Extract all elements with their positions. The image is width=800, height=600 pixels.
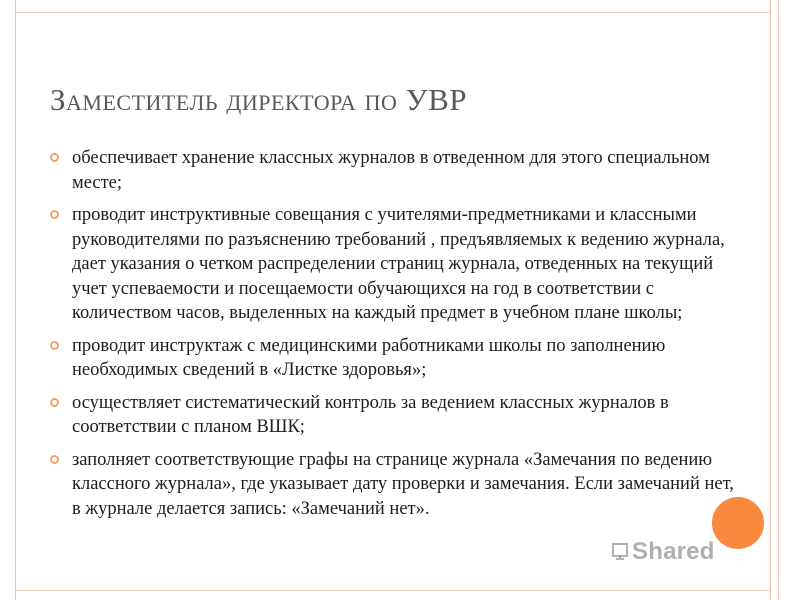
bullet-item bbox=[50, 146, 740, 195]
bullet-item bbox=[50, 391, 740, 440]
bullet-text: осуществляет систематический контроль за ведением классных журналов в соответствии с планом ВШК; bbox=[72, 392, 669, 437]
frame-right-line-outer bbox=[770, 0, 771, 600]
bullet-item bbox=[50, 448, 740, 522]
watermark bbox=[612, 538, 715, 566]
bullet-text: проводит инструктивные совещания с учителями-предметниками и классными руководителями по разъяснению требований , предъявляемых к ведению журнала, дает указания о четком распределении страниц журнала, отведенных на текущий учет успеваемости и посещаемости обучающихся на год в соответствии с количеством часов, выделенных на каждый предмет в учебном плане школы; bbox=[72, 205, 725, 323]
bullet-ring-icon bbox=[50, 398, 59, 407]
bullet-ring-icon bbox=[50, 341, 59, 350]
watermark-text: Shared bbox=[632, 538, 715, 565]
frame-left-line bbox=[15, 0, 16, 600]
frame-right-line-inner bbox=[778, 0, 779, 600]
decorative-orange-circle bbox=[712, 497, 764, 549]
frame-bottom-line bbox=[15, 590, 770, 591]
bullet-text: проводит инструктаж с медицинскими работниками школы по заполнению необходимых сведений в «Листке здоровья»; bbox=[72, 335, 666, 380]
bullet-ring-icon bbox=[50, 455, 59, 464]
bullet-ring-icon bbox=[50, 153, 59, 162]
bullet-text: заполняет соответствующие графы на странице журнала «Замечания по ведению классного журнала», где указывает дату проверки и замечания. Если замечаний нет, в журнале делается запись: «Замечаний нет». bbox=[72, 449, 734, 519]
bullet-item bbox=[50, 334, 740, 383]
frame-top-line bbox=[15, 12, 770, 13]
bullet-list bbox=[50, 146, 740, 529]
slide-title: Заместитель директора по УВР bbox=[50, 82, 468, 117]
shared-logo-icon bbox=[612, 543, 628, 561]
bullet-ring-icon bbox=[50, 210, 59, 219]
bullet-text: обеспечивает хранение классных журналов в отведенном для этого специальном месте; bbox=[72, 148, 710, 193]
bullet-item bbox=[50, 203, 740, 326]
